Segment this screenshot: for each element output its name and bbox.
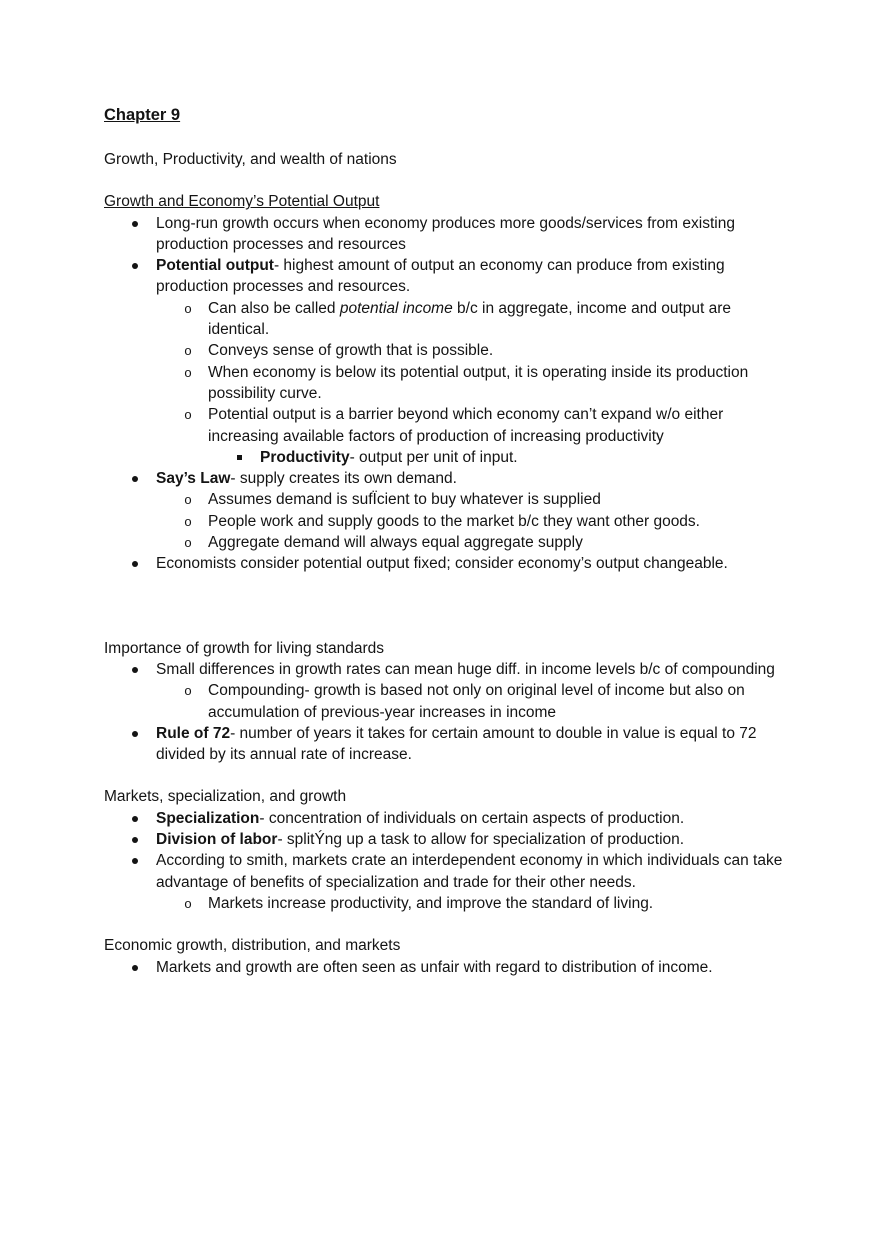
bullet-circle-icon: o <box>184 343 192 359</box>
sub-list-item <box>156 404 784 468</box>
list-item-text: - concentration of individuals on certain aspects of production. <box>259 809 685 827</box>
list-item-text: Economists consider potential output fixed; consider economy’s output changeable. <box>156 555 728 573</box>
list-item-text: Markets increase productivity, and improve the standard of living. <box>208 894 654 912</box>
bullet-circle-icon: o <box>184 407 192 423</box>
list-item <box>104 553 784 574</box>
list-item-text: Can also be called <box>208 299 340 317</box>
section-heading-markets-specialization: Markets, specialization, and growth <box>104 788 347 806</box>
sub-list-item <box>156 489 784 510</box>
term-rule-of-72: Rule of 72 <box>156 724 231 742</box>
list-item-text: Long-run growth occurs when economy produces more goods/services from existing production processes and resources <box>156 214 735 253</box>
bullet-circle-icon: o <box>184 364 192 380</box>
list-item-text: When economy is below its potential output, it is operating inside its production possibility curve. <box>208 363 749 402</box>
sub-list <box>156 893 784 914</box>
spacer <box>104 765 784 786</box>
list-item <box>104 957 784 978</box>
bullet-circle-icon: o <box>184 513 192 529</box>
section-heading-potential-output: Growth and Economy’s Potential Output <box>104 193 380 211</box>
document-subtitle: Growth, Productivity, and wealth of nations <box>104 151 397 168</box>
list-item-text: Markets and growth are often seen as unfair with regard to distribution of income. <box>156 958 713 976</box>
list-item-text: Small differences in growth rates can mean huge diff. in income levels b/c of compounding <box>156 660 775 678</box>
sub-list-item <box>156 362 784 405</box>
list-item-text: Conveys sense of growth that is possible. <box>208 342 494 360</box>
spacer <box>104 914 784 935</box>
section-list-living-standards <box>104 659 784 765</box>
list-item-text: - highest amount of output an economy can produce from existing production processes and resources. <box>156 257 725 296</box>
bullet-circle-icon: o <box>184 300 192 316</box>
list-item-text: b/c in aggregate, income and output are identical. <box>208 299 732 339</box>
list-item-text: - supply creates its own demand. <box>230 470 457 488</box>
term-division-of-labor: Division of labor <box>156 831 278 849</box>
list-item-text: - number of years it takes for certain amount to double in value is equal to 72 divided by its annual rate of increase. <box>156 724 757 764</box>
list-item-text: Potential output is a barrier beyond which economy can’t expand w/o either increasing available factors of production of increasing productivity <box>208 406 724 445</box>
sub-list-item <box>156 893 784 914</box>
list-item <box>104 723 784 766</box>
list-item <box>104 213 784 256</box>
sub-list <box>156 680 784 723</box>
list-item-text: Aggregate demand will always equal aggregate supply <box>208 534 583 552</box>
document-body <box>104 104 784 978</box>
sub-list-item <box>156 532 784 553</box>
term-productivity: Productivity <box>260 448 350 466</box>
list-item-text: Assumes demand is sufÏcient to buy whatever is supplied <box>208 491 601 509</box>
list-item <box>104 659 784 723</box>
list-item <box>104 808 784 829</box>
term-potential-output: Potential output <box>156 257 274 275</box>
emphasis-potential-income: potential income <box>339 299 453 317</box>
section-list-potential-output <box>104 213 784 575</box>
list-item-text: - output per unit of input. <box>349 448 518 466</box>
sub-list-item <box>156 511 784 532</box>
bullet-circle-icon: o <box>184 535 192 551</box>
bullet-circle-icon: o <box>184 683 192 699</box>
sub-sub-list <box>208 447 784 468</box>
sub-list-item <box>156 680 784 723</box>
sub-list-item <box>156 340 784 361</box>
term-specialization: Specialization <box>156 809 260 827</box>
chapter-title: Chapter 9 <box>104 106 181 124</box>
list-item <box>104 255 784 468</box>
list-item-text: People work and supply goods to the market b/c they want other goods. <box>208 512 700 530</box>
sub-list-item <box>156 298 784 341</box>
bullet-circle-icon: o <box>184 895 192 911</box>
section-list-distribution <box>104 957 784 978</box>
list-item-text: Compounding- growth is based not only on original level of income but also on accumulation of previous-year increases in income <box>208 682 745 721</box>
list-item-text: According to smith, markets crate an interdependent economy in which individuals can take advantage of benefits of specialization and trade for their other needs. <box>156 852 783 891</box>
sub-sub-list-item <box>208 447 784 468</box>
sub-list <box>156 298 784 468</box>
sub-list <box>156 489 784 553</box>
section-heading-living-standards: Importance of growth for living standards <box>104 639 384 657</box>
list-item <box>104 468 784 553</box>
bullet-circle-icon: o <box>184 492 192 508</box>
list-item <box>104 850 784 914</box>
spacer <box>104 575 784 638</box>
term-says-law: Say’s Law <box>156 470 231 488</box>
list-item-text: - splitÝng up a task to allow for specialization of production. <box>277 831 685 849</box>
list-item <box>104 829 784 850</box>
section-list-markets-specialization <box>104 808 784 914</box>
section-heading-distribution: Economic growth, distribution, and markets <box>104 937 401 955</box>
